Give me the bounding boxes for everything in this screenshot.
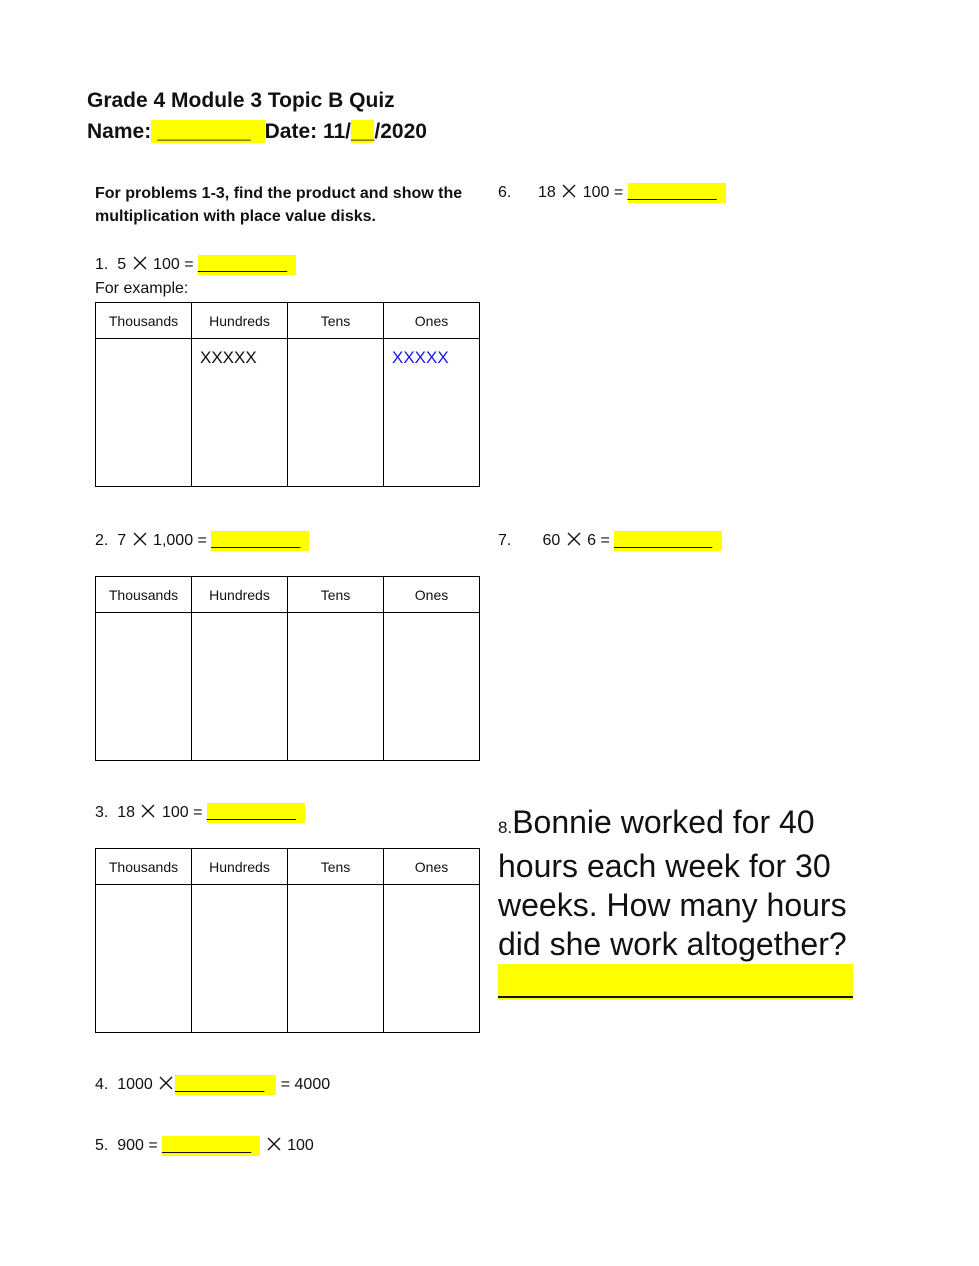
- cell-tens[interactable]: [288, 613, 384, 761]
- col-tens: Tens: [288, 303, 384, 339]
- cell-hundreds[interactable]: [192, 885, 288, 1033]
- answer-blank[interactable]: ___________: [614, 531, 722, 551]
- example-label: For example:: [95, 280, 189, 297]
- answer-blank[interactable]: __________: [162, 1136, 260, 1156]
- answer-blank[interactable]: __________: [207, 803, 305, 823]
- problem-1: [95, 255, 296, 275]
- col-hundreds: Hundreds: [192, 303, 288, 339]
- problem-4: [95, 1075, 330, 1095]
- answer-blank[interactable]: __________: [175, 1075, 276, 1095]
- factor-left: 7: [117, 532, 127, 549]
- col-tens: Tens: [288, 849, 384, 885]
- multiply-icon: [266, 1136, 282, 1152]
- multiply-icon: [132, 255, 148, 271]
- multiply-icon: [561, 183, 577, 199]
- factor-right: 100 =: [153, 256, 194, 273]
- product: = 4000: [280, 1076, 331, 1093]
- problem-number: 6.: [498, 184, 512, 201]
- factor-right: 1,000 =: [153, 532, 207, 549]
- answer-blank[interactable]: __________: [628, 183, 726, 203]
- col-tens: Tens: [288, 577, 384, 613]
- factor-left: 18: [538, 184, 556, 201]
- name-blank[interactable]: ________: [151, 120, 264, 143]
- multiply-icon: [132, 531, 148, 547]
- problem-number: 4.: [95, 1076, 109, 1093]
- col-hundreds: Hundreds: [192, 577, 288, 613]
- problem-number: 8.: [498, 818, 513, 837]
- col-thousands: Thousands: [96, 303, 192, 339]
- cell-ones[interactable]: [384, 885, 480, 1033]
- factor-right: 100 =: [161, 804, 203, 821]
- problem-2: [95, 531, 309, 551]
- word-problem-text: Bonnie worked for 40 hours each week for 30 weeks. How many hours did she work altogether?: [498, 804, 847, 962]
- place-value-table-1: [95, 302, 480, 487]
- cell-tens[interactable]: [288, 885, 384, 1033]
- cell-hundreds[interactable]: [192, 613, 288, 761]
- problem-8: [498, 803, 868, 1009]
- problem-7: [498, 531, 722, 551]
- col-ones: Ones: [384, 849, 480, 885]
- problem-number: 7.: [498, 532, 512, 549]
- answer-blank[interactable]: __________: [198, 255, 296, 275]
- problem-number: 5.: [95, 1137, 109, 1154]
- problem-6: [498, 183, 726, 203]
- place-value-table-3: [95, 848, 480, 1033]
- cell-tens[interactable]: [288, 339, 384, 487]
- factor-right: 100 =: [582, 184, 624, 201]
- date-year: /2020: [374, 120, 427, 143]
- date-label: Date: 11/: [264, 120, 352, 143]
- cell-ones[interactable]: XXXXX: [384, 339, 480, 487]
- name-date-line: [87, 120, 427, 144]
- problem-5: [95, 1136, 314, 1156]
- col-hundreds: Hundreds: [192, 849, 288, 885]
- col-thousands: Thousands: [96, 849, 192, 885]
- cell-ones[interactable]: [384, 613, 480, 761]
- multiply-icon: [140, 803, 156, 819]
- multiply-icon: [158, 1075, 174, 1091]
- col-ones: Ones: [384, 303, 480, 339]
- instructions: For problems 1-3, find the product and show the multiplication with place value disks.: [95, 185, 463, 225]
- answer-blank[interactable]: [498, 964, 853, 1000]
- factor-right: 100: [287, 1137, 314, 1154]
- name-label: Name:: [87, 120, 152, 143]
- factor-left: 18: [117, 804, 136, 821]
- multiply-icon: [566, 531, 582, 547]
- factor-left: 5: [117, 256, 127, 273]
- place-value-table-2: [95, 576, 480, 761]
- cell-hundreds[interactable]: XXXXX: [192, 339, 288, 487]
- cell-thousands[interactable]: [96, 613, 192, 761]
- col-thousands: Thousands: [96, 577, 192, 613]
- col-ones: Ones: [384, 577, 480, 613]
- product: 900 =: [117, 1137, 158, 1154]
- factor-left: 1000: [117, 1076, 153, 1093]
- page-title: Grade 4 Module 3 Topic B Quiz: [87, 89, 395, 112]
- factor-right: 6 =: [587, 532, 610, 549]
- problem-number: 3.: [95, 804, 109, 821]
- problem-number: 2.: [95, 532, 109, 549]
- problem-3: [95, 803, 305, 823]
- cell-thousands[interactable]: [96, 339, 192, 487]
- answer-blank[interactable]: __________: [211, 531, 309, 551]
- factor-left: 60: [542, 532, 561, 549]
- cell-thousands[interactable]: [96, 885, 192, 1033]
- date-day-blank[interactable]: __: [351, 120, 375, 143]
- problem-number: 1.: [95, 256, 109, 273]
